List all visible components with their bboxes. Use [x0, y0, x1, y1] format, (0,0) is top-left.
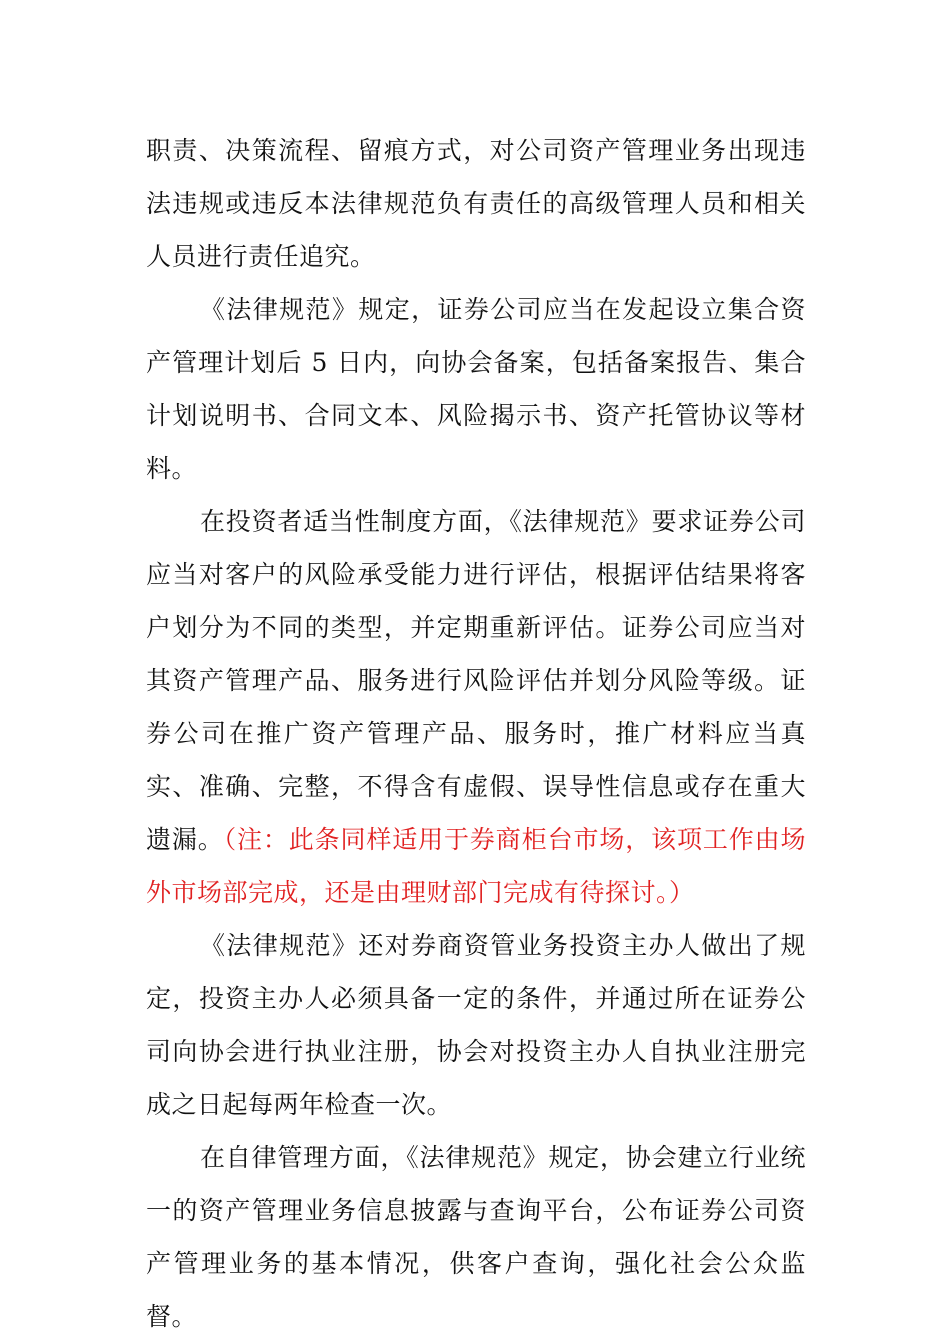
red-note: （注：此条同样适用于券商柜台市场，该项工作由场外市场部完成，还是由理财部门完成有待探讨。）: [146, 825, 806, 907]
paragraph-investment-manager: [146, 919, 806, 1131]
paragraph-suitability: [146, 495, 806, 919]
paragraph-text: 《法律规范》规定，证券公司应当在发起设立集合资产管理计划后 5 日内，向协会备案，包括备案报告、集合计划说明书、合同文本、风险揭示书、资产托管协议等材料。: [146, 295, 806, 483]
paragraph-responsibility: [146, 124, 806, 283]
document-body: [146, 124, 806, 1343]
paragraph-self-regulation: [146, 1131, 806, 1343]
paragraph-filing: [146, 283, 806, 495]
paragraph-text: 职责、决策流程、留痕方式，对公司资产管理业务出现违法违规或违反本法律规范负有责任的高级管理人员和相关人员进行责任追究。: [146, 136, 806, 271]
paragraph-text: 在投资者适当性制度方面，《法律规范》要求证券公司应当对客户的风险承受能力进行评估，根据评估结果将客户划分为不同的类型，并定期重新评估。证券公司应当对其资产管理产品、服务进行风险评估并划分风险等级。证券公司在推广资产管理产品、服务时，推广材料应当真实、准确、完整，不得含有虚假、误导性信息或存在重大遗漏。: [146, 507, 806, 854]
paragraph-text: 在自律管理方面，《法律规范》规定，协会建立行业统一的资产管理业务信息披露与查询平台，公布证券公司资产管理业务的基本情况，供客户查询，强化社会公众监督。: [146, 1143, 806, 1331]
paragraph-text: 《法律规范》还对券商资管业务投资主办人做出了规定，投资主办人必须具备一定的条件，并通过所在证券公司向协会进行执业注册，协会对投资主办人自执业注册完成之日起每两年检查一次。: [146, 931, 806, 1119]
